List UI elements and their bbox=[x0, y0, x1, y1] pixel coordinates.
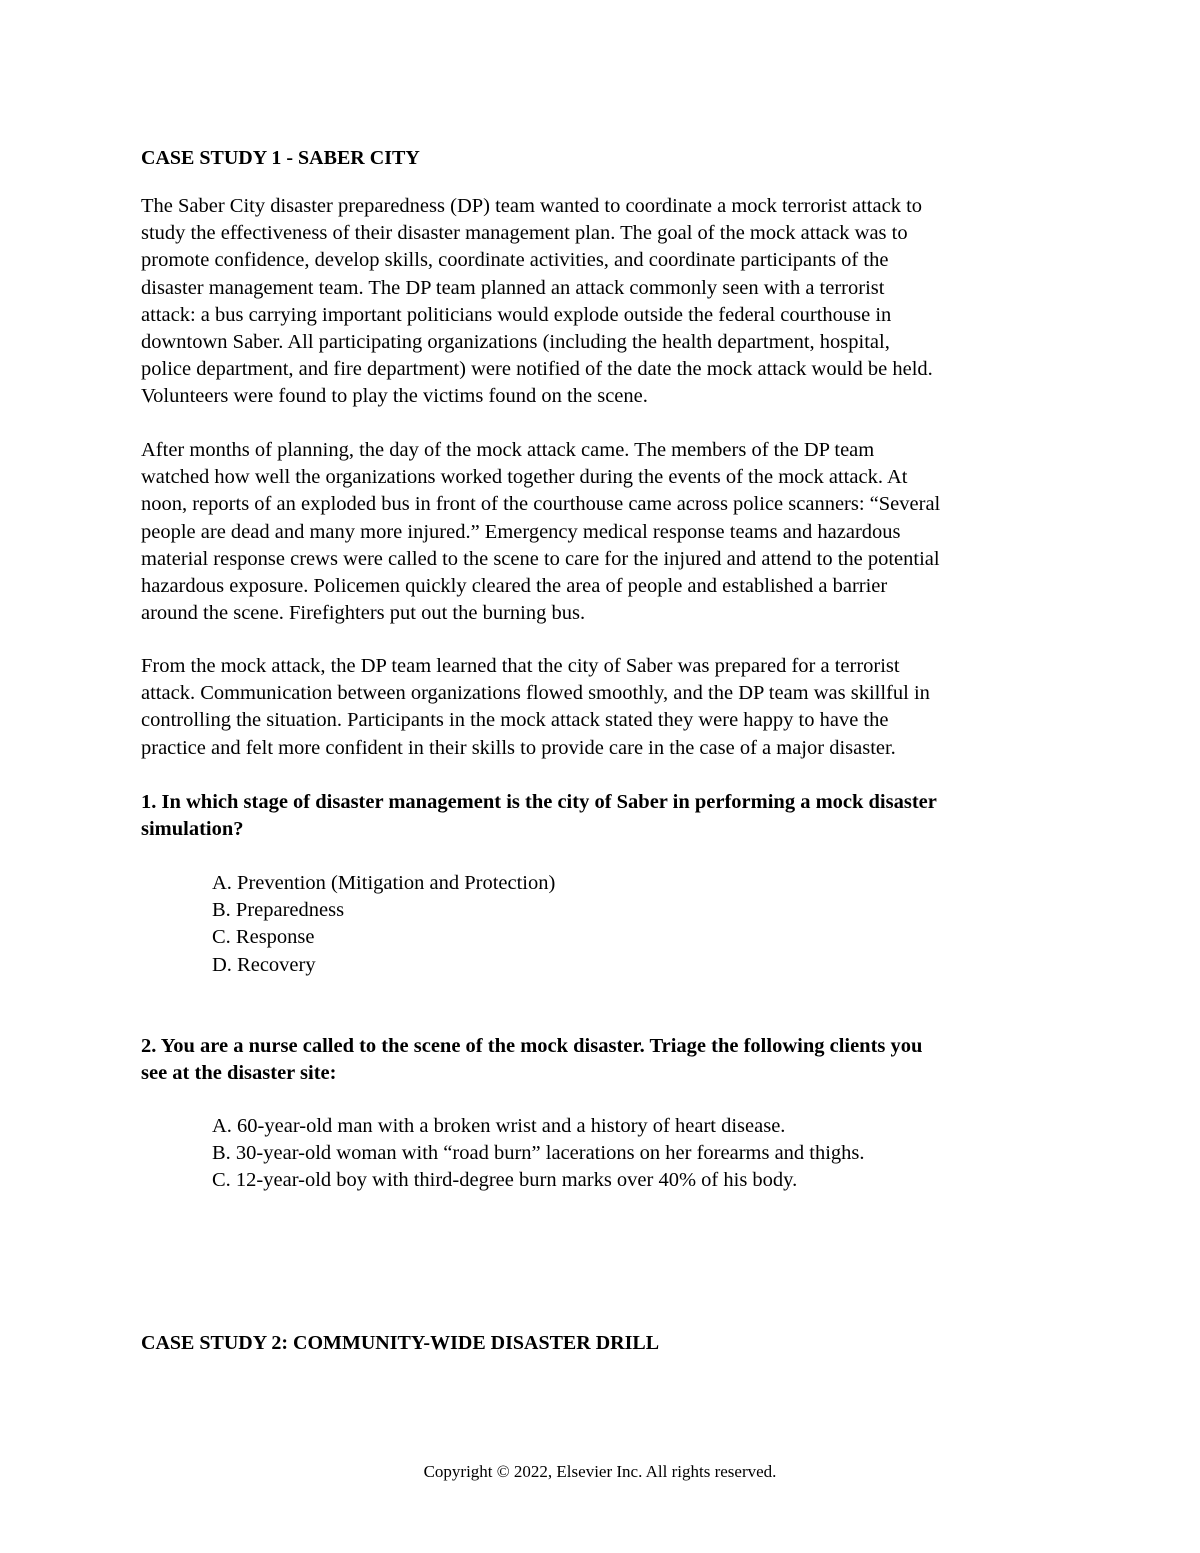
answer-option: B. Preparedness bbox=[212, 899, 345, 922]
question-1 bbox=[141, 789, 1071, 843]
case-study-1-title: CASE STUDY 1 - SABER CITY bbox=[141, 147, 420, 169]
paragraph-line: attack. Communication between organizations flowed smoothly, and the DP team was skillful in bbox=[141, 682, 930, 705]
paragraph-line: The Saber City disaster preparedness (DP) team wanted to coordinate a mock terrorist attack to bbox=[141, 195, 923, 217]
paragraph-line: After months of planning, the day of the mock attack came. The members of the DP team bbox=[141, 439, 875, 461]
paragraph-line: hazardous exposure. Policemen quickly cleared the area of people and established a barrier bbox=[141, 575, 888, 598]
answer-option: A. Prevention (Mitigation and Protection) bbox=[212, 872, 556, 894]
paragraph-line: study the effectiveness of their disaster management plan. The goal of the mock attack was to bbox=[141, 222, 908, 245]
paragraph-line: material response crews were called to the scene to care for the injured and attend to the potential bbox=[141, 547, 940, 570]
paragraph-line: From the mock attack, the DP team learned that the city of Saber was prepared for a terrorist bbox=[141, 655, 900, 677]
question-2 bbox=[141, 1033, 1071, 1087]
paragraph-line: practice and felt more confident in their skills to provide care in the case of a major disaster. bbox=[141, 736, 896, 759]
paragraph-line: downtown Saber. All participating organizations (including the health department, hospital, bbox=[141, 331, 890, 354]
question-1-options bbox=[212, 870, 555, 979]
answer-option: D. Recovery bbox=[212, 953, 316, 976]
question-line: 1. In which stage of disaster management is the city of Saber in performing a mock disaster bbox=[141, 791, 937, 813]
case-study-2-title: CASE STUDY 2: COMMUNITY-WIDE DISASTER DRILL bbox=[141, 1332, 660, 1354]
copyright-footer: Copyright © 2022, Elsevier Inc. All rights reserved. bbox=[423, 1462, 777, 1481]
question-line: 2. You are a nurse called to the scene of the mock disaster. Triage the following clients you bbox=[141, 1035, 923, 1057]
answer-option: C. Response bbox=[212, 926, 315, 949]
case-study-1-paragraph-1 bbox=[141, 193, 1071, 411]
paragraph-line: controlling the situation. Participants in the mock attack stated they were happy to have the bbox=[141, 709, 889, 732]
answer-option: B. 30-year-old woman with “road burn” lacerations on her forearms and thighs. bbox=[212, 1142, 865, 1165]
paragraph-line: attack: a bus carrying important politicians would explode outside the federal courthouse in bbox=[141, 303, 892, 326]
paragraph-line: Volunteers were found to play the victims found on the scene. bbox=[141, 385, 648, 408]
paragraph-line: people are dead and many more injured.” Emergency medical response teams and hazardous bbox=[141, 520, 901, 543]
question-2-options bbox=[212, 1113, 865, 1195]
paragraph-line: noon, reports of an exploded bus in front of the courthouse came across police scanners: “Several bbox=[141, 493, 941, 516]
question-line: simulation? bbox=[141, 818, 244, 841]
paragraph-line: watched how well the organizations worked together during the events of the mock attack. At bbox=[141, 466, 908, 489]
paragraph-line: police department, and fire department) were notified of the date the mock attack would be held. bbox=[141, 358, 933, 381]
case-study-1-paragraph-3 bbox=[141, 653, 1071, 762]
paragraph-line: promote confidence, develop skills, coordinate activities, and coordinate participants of the bbox=[141, 249, 889, 272]
paragraph-line: disaster management team. The DP team planned an attack commonly seen with a terrorist bbox=[141, 276, 885, 299]
answer-option: A. 60-year-old man with a broken wrist and a history of heart disease. bbox=[212, 1115, 786, 1137]
paragraph-line: around the scene. Firefighters put out the burning bus. bbox=[141, 602, 586, 625]
question-line: see at the disaster site: bbox=[141, 1062, 337, 1085]
case-study-1-paragraph-2 bbox=[141, 437, 1071, 627]
answer-option: C. 12-year-old boy with third-degree burn marks over 40% of his body. bbox=[212, 1169, 798, 1192]
